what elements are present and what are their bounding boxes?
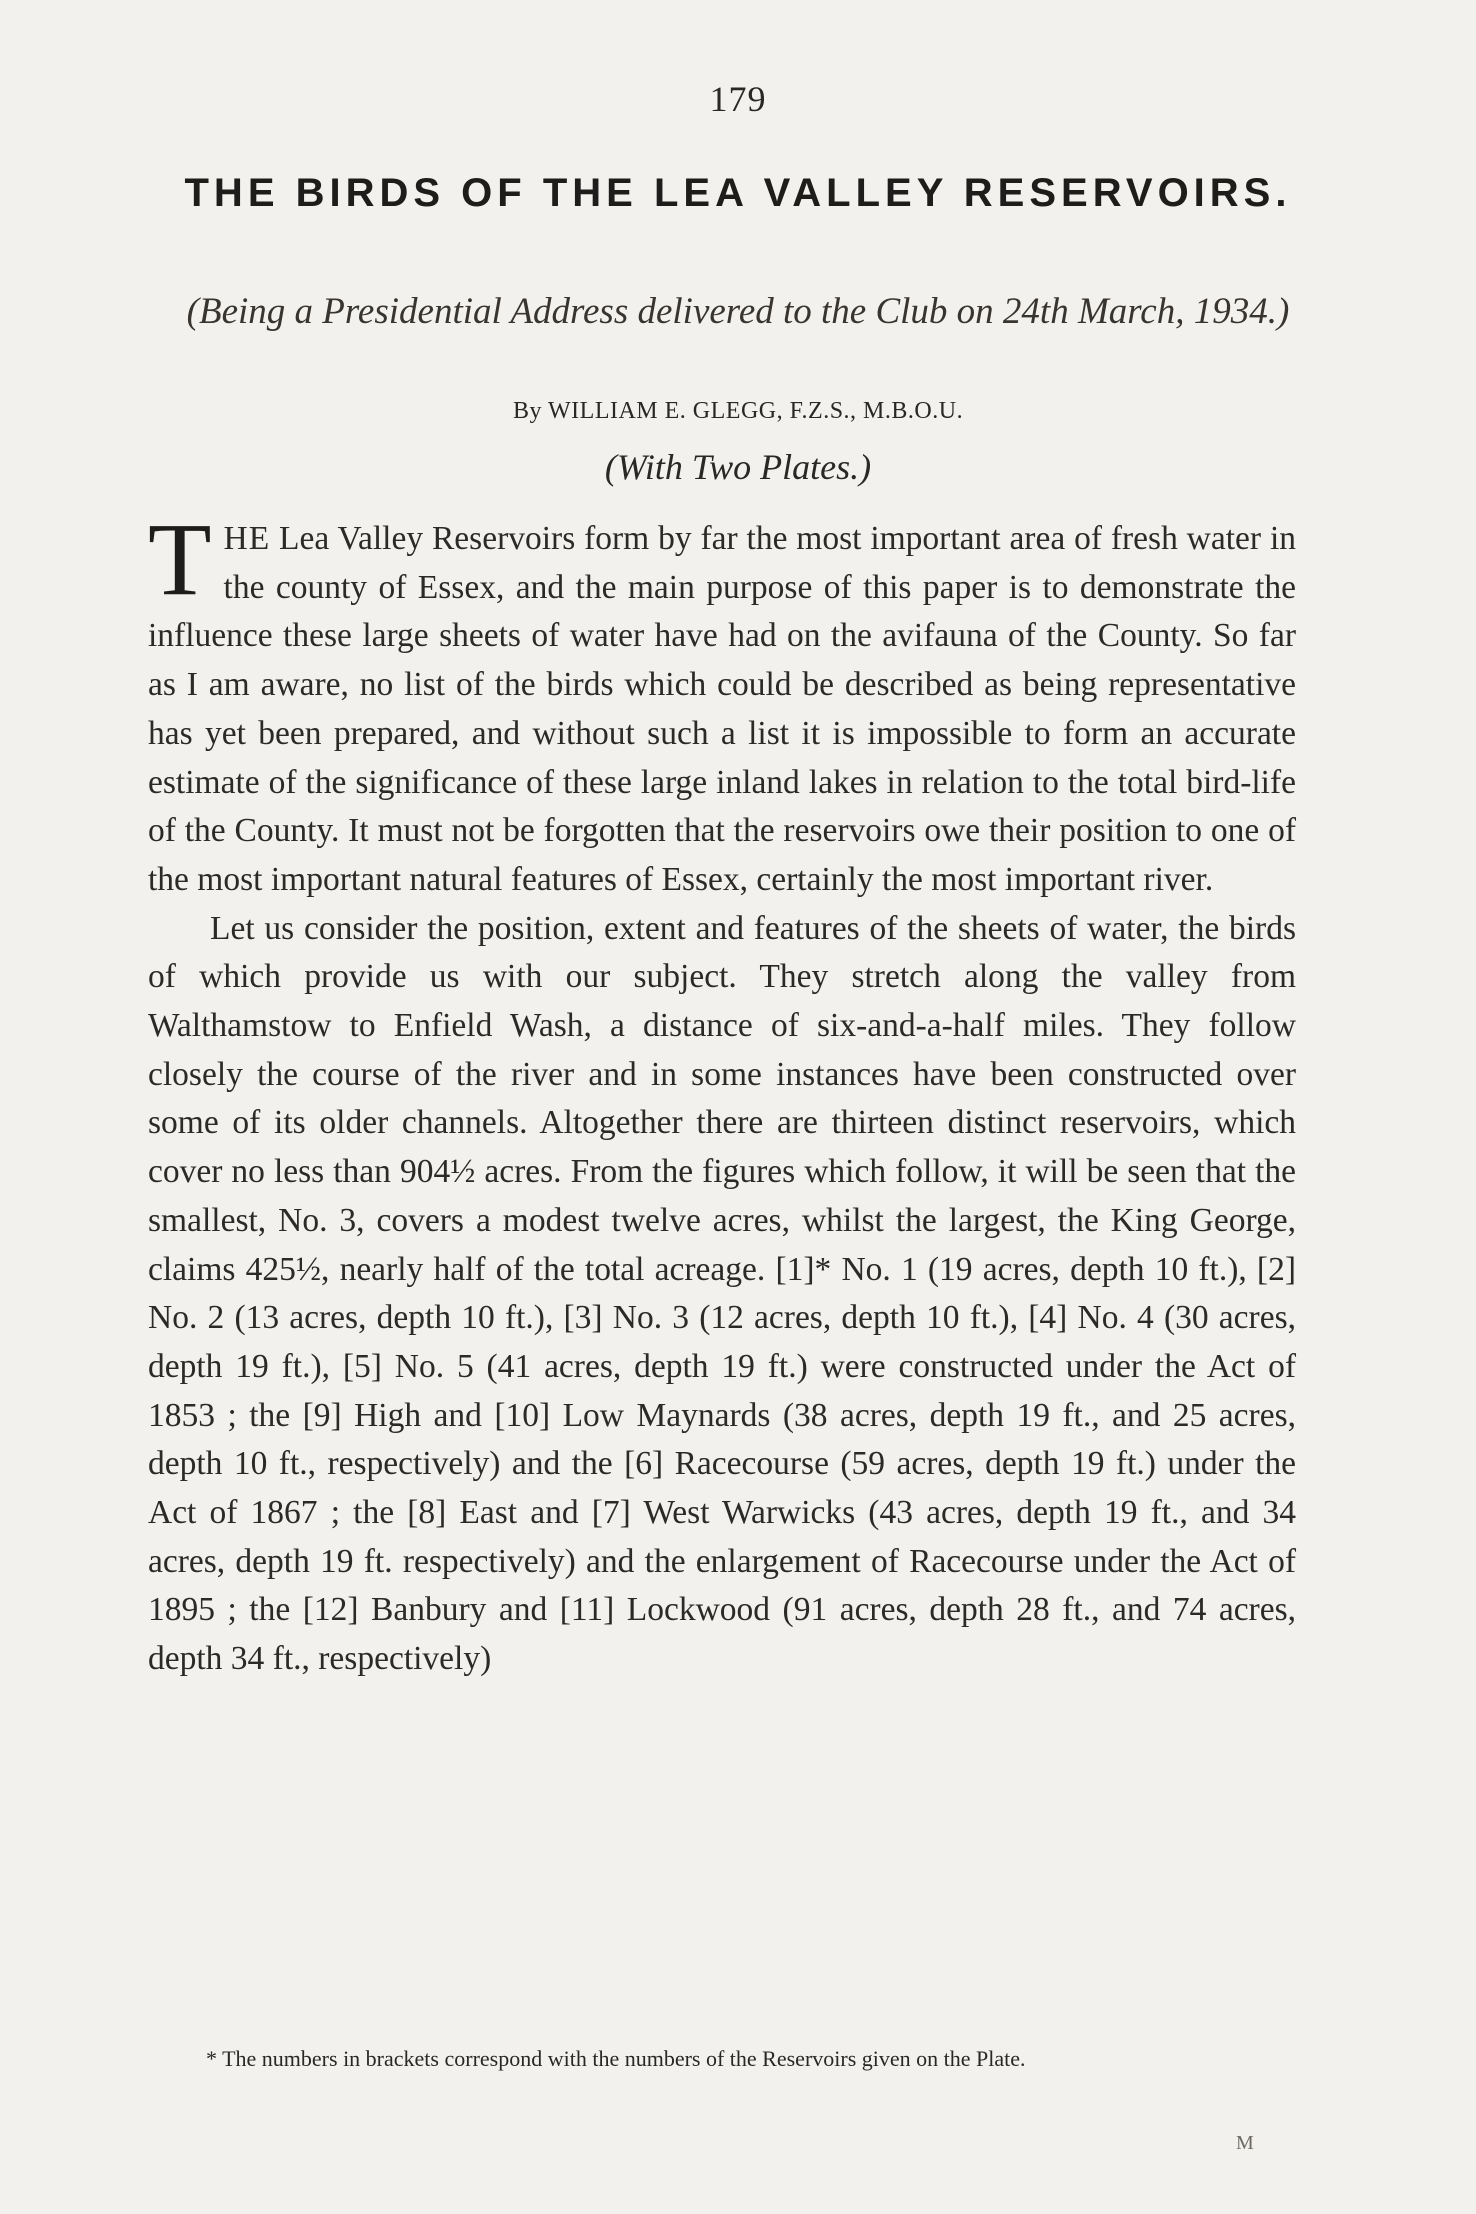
drop-cap: T (148, 502, 212, 617)
plates-note: (With Two Plates.) (604, 447, 872, 487)
article-subtitle: (Being a Presidential Address delivered to the Club on 24th March, 1934.) (186, 291, 1290, 332)
paragraph-1 (148, 502, 1296, 905)
first-word-caps: HE (223, 520, 271, 557)
article-title: THE BIRDS OF THE LEA VALLEY RESERVOIRS. (184, 171, 1292, 215)
page-number: 179 (709, 79, 767, 119)
paragraph-1-text: Lea Valley Reservoirs form by far the most important area of fresh water in the county of Essex, and the main purpose of this paper is to demonstrate the influence these large sheets of water have had on the avifauna of the County. So far as I am aware, no list of the birds which could be described as being representative has yet been prepared, and without such a list it is impossible to form an accurate estimate of the significance of these large inland lakes in relation to the total bird-life of the County. It must not be forgotten that the reservoirs owe their position to one of the most important natural features of Essex, certainly the most important river. (148, 520, 1296, 898)
author-byline: By WILLIAM E. GLEGG, F.Z.S., M.B.O.U. (512, 398, 964, 424)
paragraph-2: Let us consider the position, extent and features of the sheets of water, the birds of which provide us with our subject. They stretch along the valley from Walthamstow to Enfield Wash, a distance of six-and-a-half miles. They follow closely the course of the river and in some instances have been constructed over some of its older channels. Altogether there are thirteen distinct reservoirs, which cover no less than 904½ acres. From the figures which follow, it will be seen that the smallest, No. 3, covers a modest twelve acres, whilst the largest, the King George, claims 425½, nearly half of the total acreage. [1]* No. 1 (19 acres, depth 10 ft.), [2] No. 2 (13 acres, depth 10 ft.), [3] No. 3 (12 acres, depth 10 ft.), [4] No. 4 (30 acres, depth 19 ft.), [5] No. 5 (41 acres, depth 19 ft.) were constructed under the Act of 1853 ; the [9] High and [10] Low Maynards (38 acres, depth 19 ft., and 25 acres, depth 10 ft., respectively) and the [6] Racecourse (59 acres, depth 19 ft.) under the Act of 1867 ; the [8] East and [7] West Warwicks (43 acres, depth 19 ft., and 34 acres, depth 19 ft. respectively) and the enlargement of Racecourse under the Act of 1895 ; the [12] Banbury and [11] Lockwood (91 acres, depth 28 ft., and 74 acres, depth 34 ft., respectively) (148, 909, 1296, 1678)
article-body (148, 502, 1296, 1684)
signature-mark: M (1236, 2132, 1254, 2154)
footnote: * The numbers in brackets correspond with the numbers of the Reservoirs given on the Plate. (206, 2046, 1026, 2071)
